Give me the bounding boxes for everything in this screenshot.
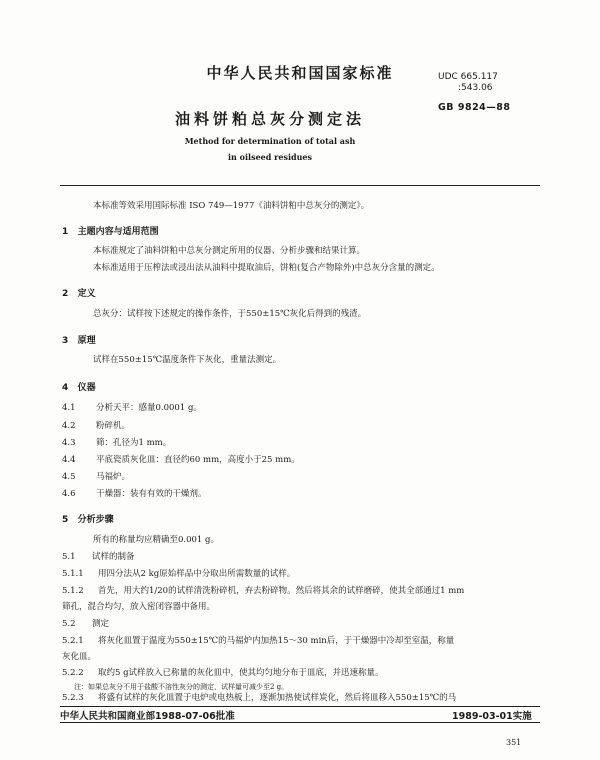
section-3-para-1: 试样在550±15℃温度条件下灰化，重量法测定。 bbox=[93, 355, 282, 365]
page-number: 351 bbox=[506, 738, 522, 747]
section-2-heading bbox=[62, 286, 96, 299]
issuer-text: 中华人民共和国商业部1988-07-06批准 bbox=[60, 711, 235, 722]
subsection-5-2-1-cont: 灰化皿。 bbox=[62, 652, 97, 662]
section-number: 2 bbox=[62, 289, 69, 299]
section-4-heading bbox=[62, 380, 96, 393]
list-item: 4.1 分析天平：感量0.0001 g。 bbox=[62, 403, 202, 413]
section-1-heading bbox=[62, 224, 159, 237]
subsection-5-1-2-cont: 筛孔，混合均匀，放入密闭容器中备用。 bbox=[62, 602, 216, 612]
section-3-heading bbox=[62, 333, 96, 346]
subsection-5-1-1: 5.1.1 用四分法从2 kg原始样品中分取出所需数量的试样。 bbox=[62, 569, 296, 579]
chinese-title: 油料饼粕总灰分测定法 bbox=[174, 110, 365, 128]
intro-text: 本标准等效采用国际标准 ISO 749—1977《油料饼粕中总灰分的测定》。 bbox=[93, 201, 370, 211]
top-divider bbox=[60, 185, 540, 186]
subsection-5-1: 5.1 试样的制备 bbox=[62, 552, 135, 562]
note-text: 注：如果总灰分不用于盐酸不溶性灰分的测定，试样量可减少至2 g。 bbox=[74, 683, 289, 691]
subsection-5-2-1: 5.2.1 将灰化皿置于温度为550±15℃的马福炉内加热15～30 min后，于干燥器中冷却至室温，称量 bbox=[62, 636, 455, 646]
section-1-para-1: 本标准规定了油料饼粕中总灰分测定所用的仪器、分析步骤和结果计算。 bbox=[93, 246, 366, 256]
subsection-5-1-2: 5.1.2 首先，用大约1/20的试样清洗粉碎机，弃去粉碎物。然后将其余的试样磨碎，使其全部通过1 mm bbox=[62, 586, 465, 596]
footer-divider-top bbox=[60, 706, 540, 707]
standard-title: 中华人民共和国国家标准 bbox=[206, 64, 394, 82]
udc-line-2: :543.06 bbox=[458, 83, 493, 93]
list-item: 4.2 粉碎机。 bbox=[62, 421, 131, 431]
list-item: 4.6 干燥器：装有有效的干燥剂。 bbox=[62, 489, 207, 499]
list-item: 4.5 马福炉。 bbox=[62, 472, 131, 482]
effective-date: 1989-03-01实施 bbox=[452, 711, 532, 722]
footer-divider-bottom bbox=[60, 722, 540, 723]
list-item: 4.4 平底瓷质灰化皿：直径约60 mm，高度小于25 mm。 bbox=[62, 455, 300, 465]
english-title-line-1: Method for determination of total ash bbox=[184, 136, 356, 146]
list-item: 4.3 筛：孔径为1 mm。 bbox=[62, 438, 172, 448]
section-title: 分析步骤 bbox=[77, 515, 114, 525]
section-title: 仪器 bbox=[77, 383, 96, 393]
section-number: 5 bbox=[62, 515, 69, 525]
gb-number: GB 9824—88 bbox=[438, 102, 511, 113]
subsection-5-2: 5.2 测定 bbox=[62, 619, 110, 629]
section-number: 3 bbox=[62, 336, 69, 346]
section-5-heading bbox=[62, 512, 114, 525]
section-title: 原理 bbox=[77, 336, 96, 346]
section-1-para-2: 本标准适用于压榨法或浸出法从油料中提取油后，饼粕(复合产物除外)中总灰分含量的测定。 bbox=[93, 263, 440, 273]
section-5-para-0: 所有的称量均应精确至0.001 g。 bbox=[93, 535, 219, 545]
section-number: 1 bbox=[62, 227, 69, 237]
subsection-5-2-2: 5.2.2 取约5 g试样放入已称量的灰化皿中，使其均匀地分布于皿底，并迅速称量。 bbox=[62, 668, 384, 678]
section-title: 定义 bbox=[77, 289, 96, 299]
udc-line-1: UDC 665.117 bbox=[438, 72, 498, 82]
subsection-5-2-3 bbox=[62, 692, 456, 704]
section-2-para-1: 总灰分：试样按下述规定的操作条件，于550±15℃灰化后得到的残渣。 bbox=[93, 309, 367, 319]
section-title: 主题内容与适用范围 bbox=[77, 227, 159, 237]
udc-code bbox=[438, 72, 498, 94]
subsection-text: 将盛有试样的灰化皿置于电炉或电热板上，逐渐加热使试样炭化，然后将皿移入550±15℃的马 bbox=[98, 693, 457, 703]
section-number: 4 bbox=[62, 383, 69, 393]
subsection-number: 5.2.3 bbox=[62, 693, 84, 703]
english-title-line-2: in oilseed residues bbox=[228, 152, 312, 162]
